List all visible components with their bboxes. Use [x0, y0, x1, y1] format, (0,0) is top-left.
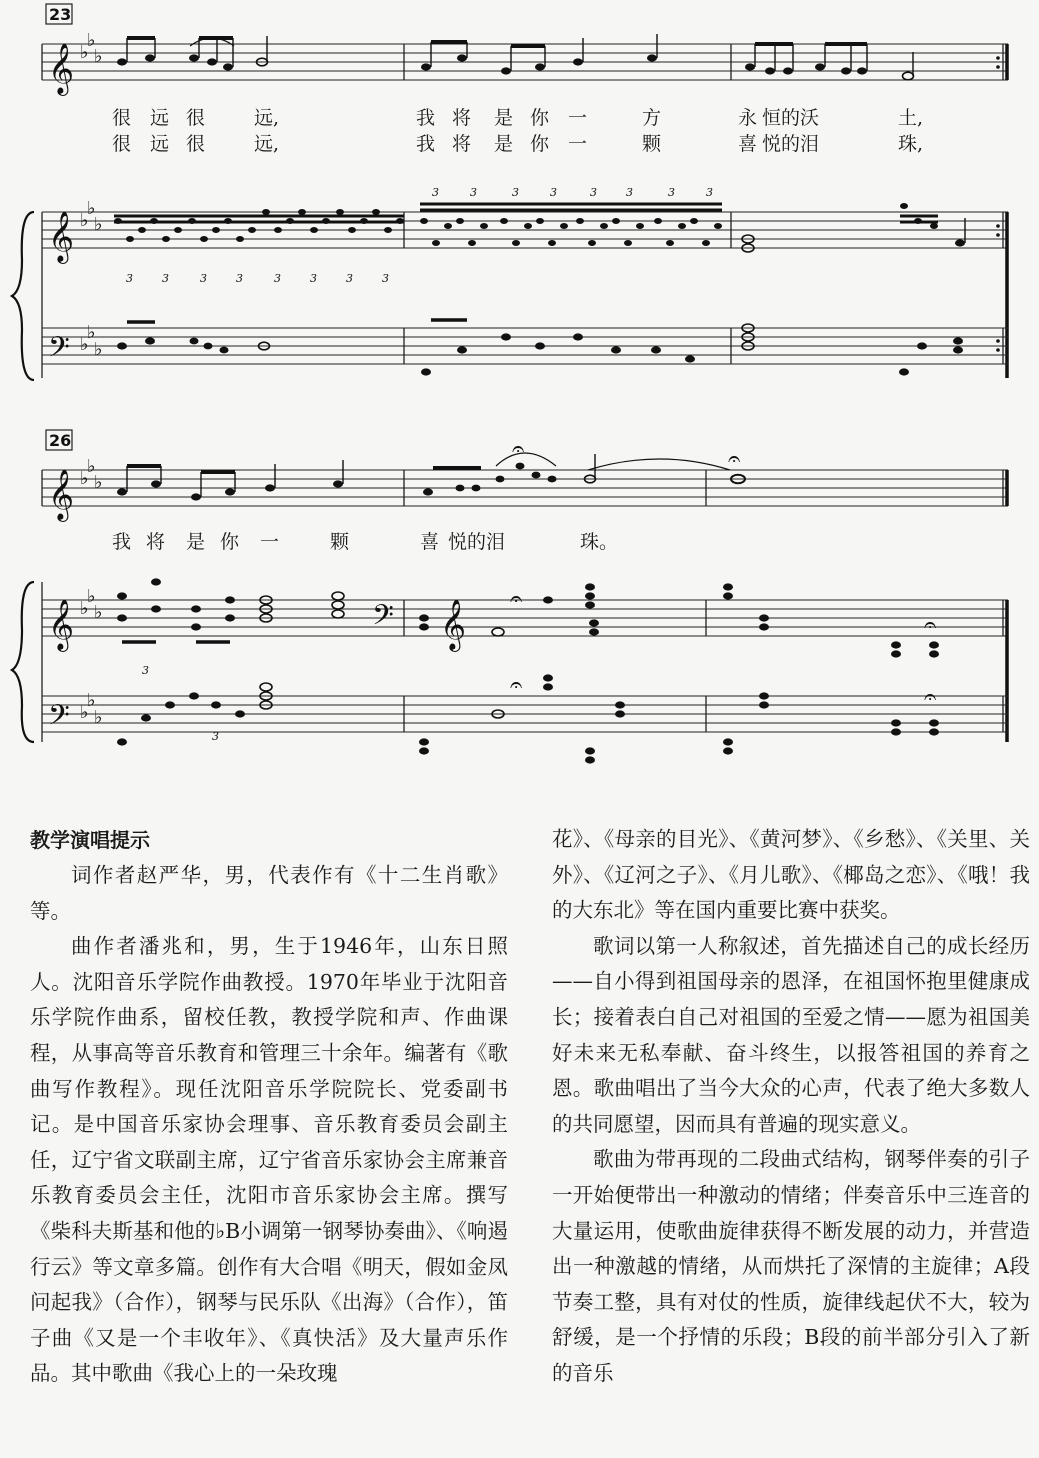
lyric: 很 — [112, 133, 132, 155]
lyric: 很 — [112, 107, 132, 129]
lyric: 恒的沃 — [762, 107, 820, 129]
paragraph: 曲作者潘兆和，男，生于1946年，山东日照人。沈阳音乐学院作曲教授。1970年毕业于沈阳音乐学院作曲系，留校任教，教授学院和声、作曲课程，从事高等音乐教育和管理三十余年。编著有《歌曲写作教程》。现任沈阳音乐学院院长、党委副书记。是中国音乐家协会理事、音乐教育委员会副主任，辽宁省文联副主席，辽宁省音乐家协会主席兼音乐教育委员会主任，沈阳市音乐家协会主席。撰写《柴科夫斯基和他的♭B小调第一钢琴协奏曲》、《响遏行云》等文章多篇。创作有大合唱《明天，假如金凤问起我》（合作），钢琴与民乐队《出海》（合作），笛子曲《又是一个丰收年》、《真快活》及大量声乐作品。其中歌曲《我心上的一朵玫瑰 — [30, 934, 508, 1386]
svg-text:♭: ♭ — [87, 690, 96, 711]
lyric: 珠, — [898, 133, 924, 155]
lyric: 我 — [112, 531, 132, 553]
measure-number-26: 26 — [49, 431, 72, 450]
lyric: 我 — [416, 107, 436, 129]
svg-text:♭: ♭ — [87, 30, 96, 51]
lyric: 你 — [530, 133, 550, 155]
lyric: 将 — [452, 107, 472, 129]
triplet-label: 3 — [126, 272, 133, 285]
left-column — [30, 822, 508, 1392]
lyric: 远, — [254, 133, 280, 155]
triplet-label: 3 — [706, 186, 713, 199]
piano-bass-1 — [42, 320, 1008, 376]
svg-text:𝄞: 𝄞 — [48, 211, 75, 262]
lyric: 方 — [642, 107, 662, 129]
lyric: 土, — [898, 107, 924, 129]
triplet-label: 3 — [212, 730, 219, 743]
svg-text:𝄐: 𝄐 — [512, 437, 525, 462]
lyric: 悦的泪 — [448, 531, 506, 553]
triplet-label: 3 — [310, 272, 317, 285]
measure-number-23: 23 — [49, 5, 72, 24]
paragraph: 花》、《母亲的目光》、《黄河梦》、《乡愁》、《关里、关外》、《辽河之子》、《月儿歌》、《椰岛之恋》、《哦！我的大东北》等在国内重要比赛中获奖。 — [552, 827, 1030, 923]
section-heading: 教学演唱提示 — [30, 828, 150, 852]
triplet-label: 3 — [626, 186, 633, 199]
triplet-label: 3 — [590, 186, 597, 199]
lyric: 喜 — [738, 133, 758, 155]
svg-text:𝄢: 𝄢 — [48, 331, 70, 371]
right-column — [552, 822, 1030, 1392]
triplet-label: 3 — [236, 272, 243, 285]
lyric: 永 — [738, 107, 758, 129]
lyric: 颗 — [330, 531, 350, 553]
vocal-staff-1 — [42, 30, 1008, 96]
lyric: 一 — [260, 531, 280, 553]
svg-text:𝄐: 𝄐 — [924, 685, 937, 710]
triplet-label: 3 — [274, 272, 281, 285]
svg-text:𝄐: 𝄐 — [728, 447, 741, 472]
svg-text:𝄢: 𝄢 — [372, 599, 394, 639]
svg-text:♭: ♭ — [80, 598, 89, 619]
lyrics-system-1 — [112, 107, 923, 155]
svg-text:♭: ♭ — [94, 46, 103, 67]
svg-text:♭: ♭ — [94, 602, 103, 623]
lyric: 悦的泪 — [762, 133, 820, 155]
lyric: 远 — [150, 133, 170, 155]
svg-text:♭: ♭ — [94, 214, 103, 235]
svg-text:♭: ♭ — [87, 198, 96, 219]
triplet-label: 3 — [432, 186, 439, 199]
triplet-label: 3 — [668, 186, 675, 199]
svg-text:𝄞: 𝄞 — [48, 599, 75, 650]
triplet-label: 3 — [346, 272, 353, 285]
triplet-label: 3 — [550, 186, 557, 199]
svg-text:♭: ♭ — [94, 472, 103, 493]
svg-text:♭: ♭ — [87, 586, 96, 607]
lyric: 是 — [494, 107, 514, 129]
lyric: 很 — [186, 107, 206, 129]
svg-text:𝄢: 𝄢 — [48, 699, 70, 739]
lyric: 珠。 — [580, 531, 619, 553]
svg-text:♭: ♭ — [87, 456, 96, 477]
triplet-label: 3 — [470, 186, 477, 199]
svg-text:𝄐: 𝄐 — [510, 673, 523, 698]
svg-text:𝄐: 𝄐 — [924, 613, 937, 638]
lyric: 颗 — [642, 133, 662, 155]
svg-text:𝄐: 𝄐 — [510, 587, 523, 612]
piano-treble-1 — [42, 186, 1008, 378]
triplet-label: 3 — [382, 272, 389, 285]
lyric: 是 — [186, 531, 206, 553]
svg-text:𝄞: 𝄞 — [48, 43, 75, 94]
lyric: 将 — [146, 531, 166, 553]
piano-bass-2 — [42, 664, 1008, 764]
svg-text:♭: ♭ — [80, 702, 89, 723]
lyric: 你 — [530, 107, 550, 129]
paragraph: 歌词以第一人称叙述，首先描述自己的成长经历——自小得到祖国母亲的恩泽，在祖国怀抱里健康成长；接着表白自己对祖国的至爱之情——愿为祖国美好未来无私奉献、奋斗终生，以报答祖国的养育之恩。歌曲唱出了当今大众的心声，代表了绝大多数人的共同愿望，因而具有普遍的现实意义。 — [552, 933, 1030, 1136]
triplet-label: 3 — [200, 272, 207, 285]
svg-text:♭: ♭ — [80, 210, 89, 231]
lyric: 将 — [452, 133, 472, 155]
paragraph: 歌曲为带再现的二段曲式结构，钢琴伴奏的引子一开始便带出一种激动的情绪；伴奏音乐中三连音的大量运用，使歌曲旋律获得不断发展的动力，并营造出一种激越的情绪，从而烘托了深情的主旋律；A段节奏工整，具有对仗的性质，旋律线起伏不大，较为舒缓，是一个抒情的乐段；B段的前半部分引入了新的音乐 — [552, 1147, 1030, 1385]
vocal-staff-2 — [42, 437, 1008, 522]
svg-text:♭: ♭ — [94, 339, 103, 360]
lyrics-system-2 — [112, 531, 618, 553]
svg-text:♭: ♭ — [87, 322, 96, 343]
lyric: 喜 — [420, 531, 440, 553]
lyric: 很 — [186, 133, 206, 155]
lyric: 远 — [150, 107, 170, 129]
triplet-label: 3 — [512, 186, 519, 199]
triplet-label: 3 — [162, 272, 169, 285]
lyric: 远, — [254, 107, 280, 129]
svg-text:𝄞: 𝄞 — [440, 599, 467, 650]
triplet-label: 3 — [142, 664, 149, 677]
svg-text:♭: ♭ — [80, 334, 89, 355]
lyric: 你 — [220, 531, 240, 553]
lyric: 一 — [568, 107, 588, 129]
lyric: 是 — [494, 133, 514, 155]
lyric: 我 — [416, 133, 436, 155]
svg-text:♭: ♭ — [80, 468, 89, 489]
paragraph: 词作者赵严华，男，代表作有《十二生肖歌》等。 — [30, 863, 508, 923]
svg-text:♭: ♭ — [94, 707, 103, 728]
svg-text:𝄞: 𝄞 — [48, 469, 75, 520]
lyric: 一 — [568, 133, 588, 155]
piano-treble-2 — [42, 578, 1008, 742]
svg-text:♭: ♭ — [80, 42, 89, 63]
